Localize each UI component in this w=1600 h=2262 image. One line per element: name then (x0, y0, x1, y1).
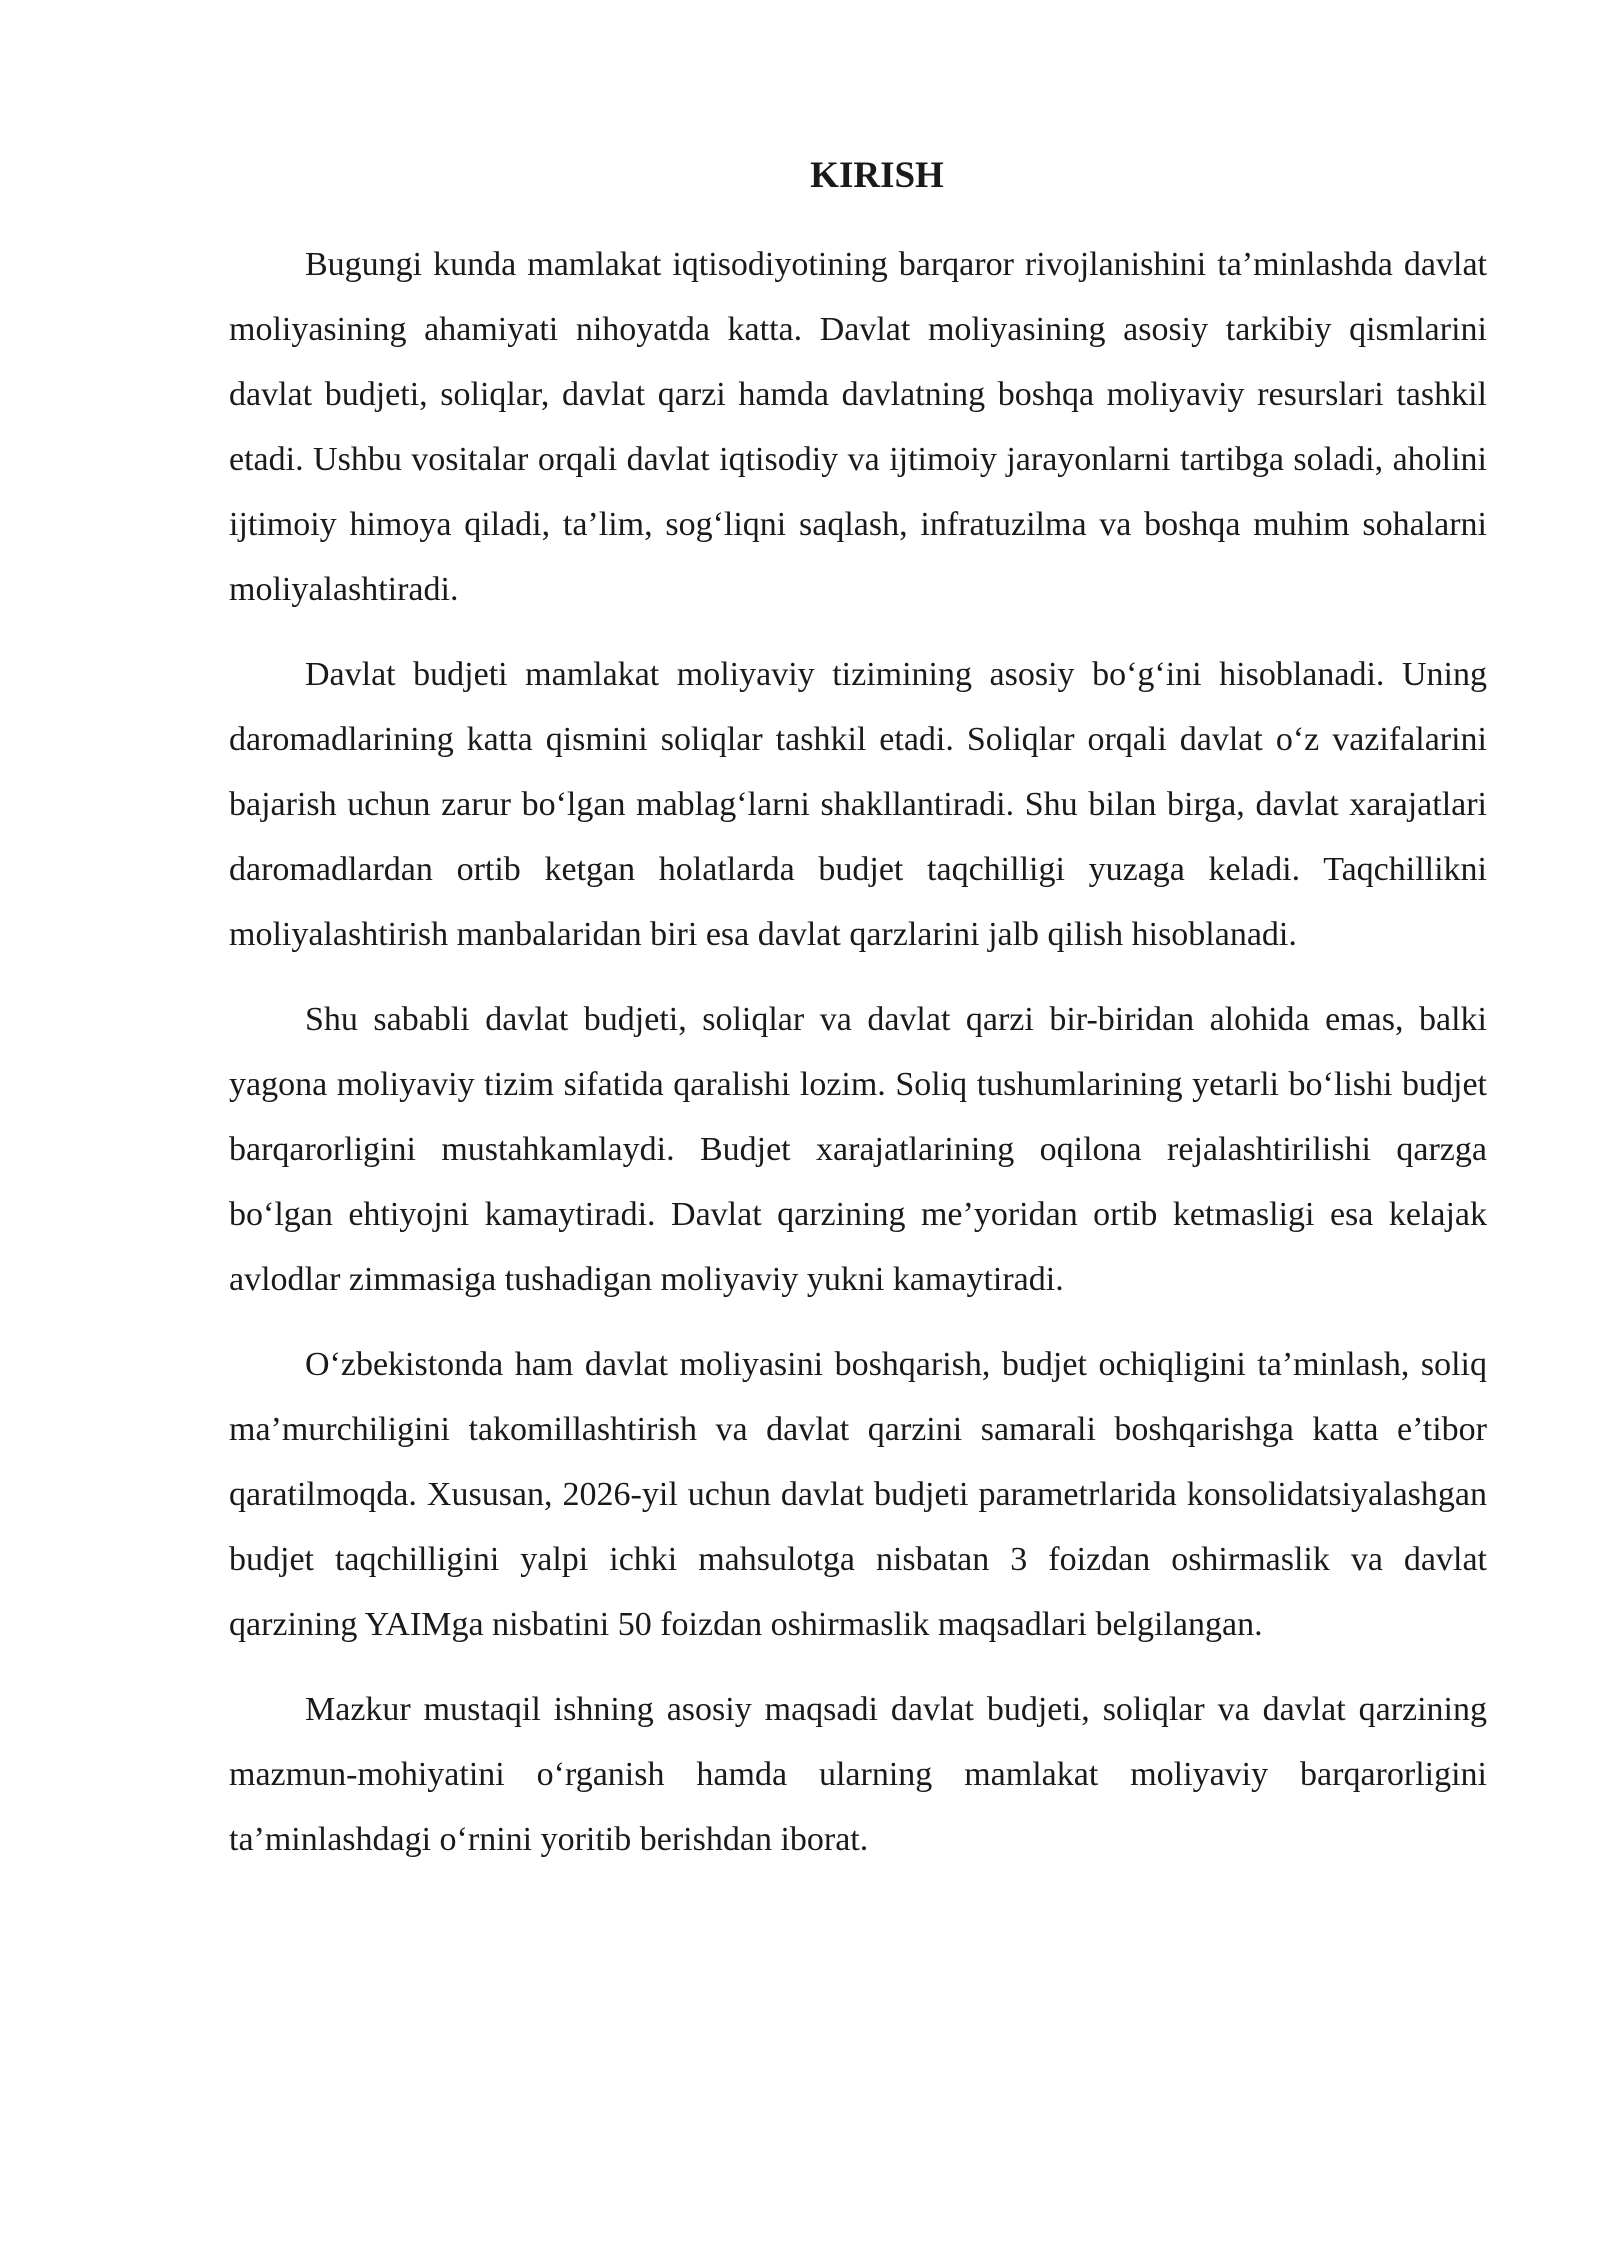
paragraph-3: Shu sababli davlat budjeti, soliqlar va davlat qarzi bir-biridan alohida emas, balki yagona moliyaviy tizim sifatida qaralishi lozim. Soliq tushumlarining yetarli bo‘lishi budjet barqarorligini mustahkamlaydi. Budjet xarajatlarining oqilona rejalashtirilishi qarzga bo‘lgan ehtiyojni kamaytiradi. Davlat qarzining me’yoridan ortib ketmasligi esa kelajak avlodlar zimmasiga tushadigan moliyaviy yukni kamaytiradi. (229, 1001, 1487, 1298)
paragraph-2: Davlat budjeti mamlakat moliyaviy tizimining asosiy bo‘g‘ini hisoblanadi. Uning daromadlarining katta qismini soliqlar tashkil etadi. Soliqlar orqali davlat o‘z vazifalarini bajarish uchun zarur bo‘lgan mablag‘larni shakllantiradi. Shu bilan birga, davlat xarajatlari daromadlardan ortib ketgan holatlarda budjet taqchilligi yuzaga keladi. Taqchillikni moliyalashtirish manbalaridan biri esa davlat qarzlarini jalb qilish hisoblanadi. (229, 656, 1487, 953)
paragraph-1: Bugungi kunda mamlakat iqtisodiyotining barqaror rivojlanishini ta’minlashda davlat moliyasining ahamiyati nihoyatda katta. Davlat moliyasining asosiy tarkibiy qismlarini davlat budjeti, soliqlar, davlat qarzi hamda davlatning boshqa moliyaviy resurslari tashkil etadi. Ushbu vositalar orqali davlat iqtisodiy va ijtimoiy jarayonlarni tartibga soladi, aholini ijtimoiy himoya qiladi, ta’lim, sog‘liqni saqlash, infratuzilma va boshqa muhim sohalarni moliyalashtiradi. (229, 246, 1487, 608)
document-title: KIRISH (810, 155, 944, 196)
document-page (229, 150, 1487, 1892)
paragraph-5: Mazkur mustaqil ishning asosiy maqsadi davlat budjeti, soliqlar va davlat qarzining mazmun-mohiyatini o‘rganish hamda ularning mamlakat moliyaviy barqarorligini ta’minlashdagi o‘rnini yoritib berishdan iborat. (229, 1691, 1487, 1858)
paragraph-4: O‘zbekistonda ham davlat moliyasini boshqarish, budjet ochiqligini ta’minlash, soliq ma’murchiligini takomillashtirish va davlat qarzini samarali boshqarishga katta e’tibor qaratilmoqda. Xususan, 2026-yil uchun davlat budjeti parametrlarida konsolidatsiyalashgan budjet taqchilligini yalpi ichki mahsulotga nisbatan 3 foizdan oshirmaslik va davlat qarzining YAIMga nisbatini 50 foizdan oshirmaslik maqsadlari belgilangan. (229, 1346, 1487, 1643)
